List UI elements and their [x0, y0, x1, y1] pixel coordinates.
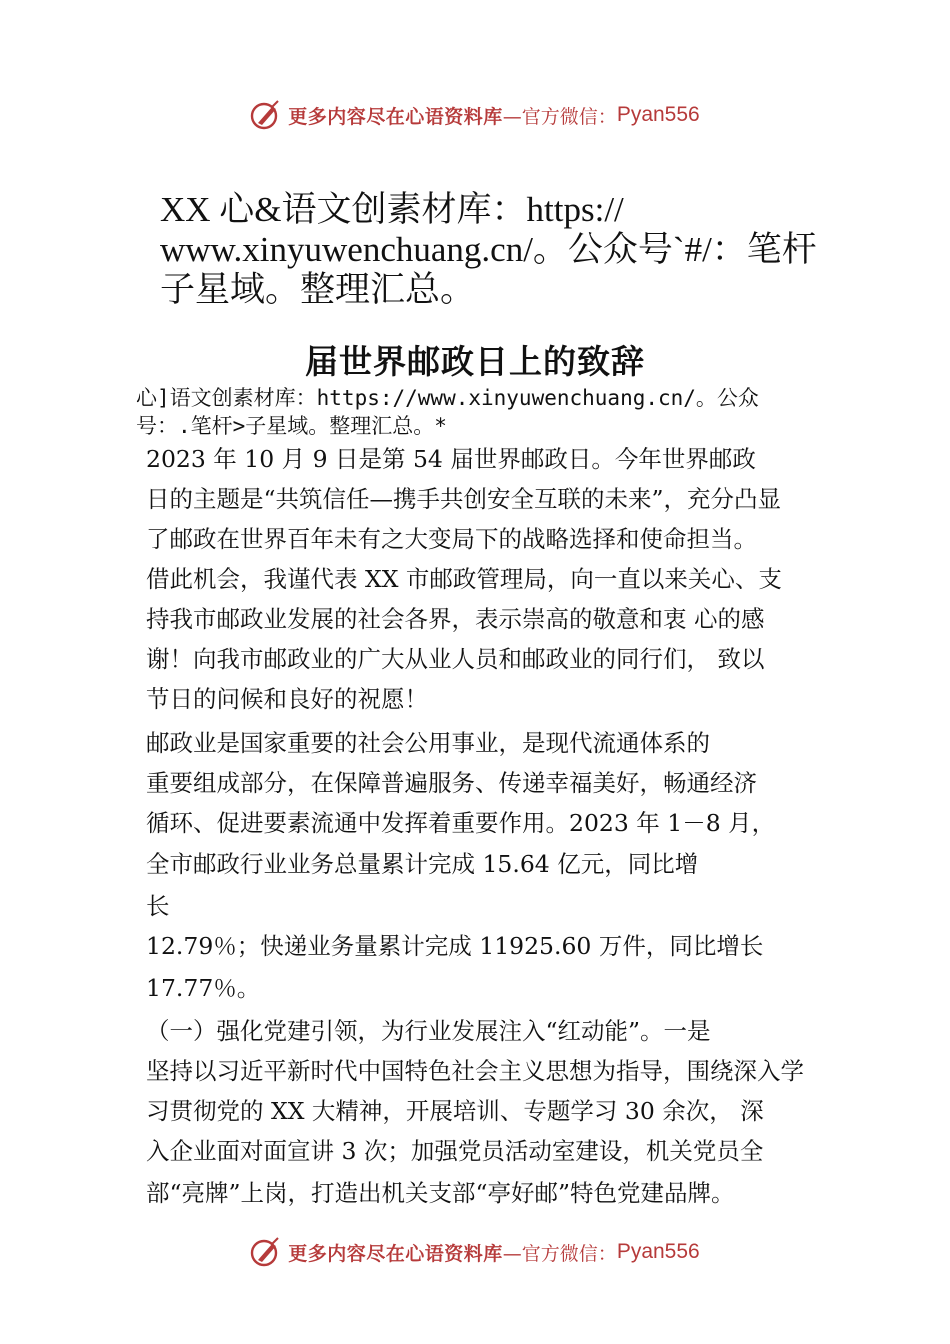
watermark-text: 更多内容尽在心语资料库 — [288, 1242, 503, 1265]
body-line: 部“亮牌”上岗，打造出机关支部“亭好邮”特色党建品牌。 — [146, 1179, 735, 1207]
note-line: 心]语文创素材库：https://www.xinyuwenchuang.cn/。公众 — [136, 386, 759, 410]
body-line: 坚持以习近平新时代中国特色社会主义思想为指导，围绕深入学 — [146, 1057, 804, 1085]
watermark-label: —官方微信： — [502, 105, 617, 128]
body-line: 17.77％。 — [146, 974, 261, 1002]
body-line: 日的主题是“共筑信任—携手共创安全互联的未来”，充分凸显 — [146, 485, 782, 513]
pen-logo-icon — [250, 1236, 282, 1268]
document-title: 届世界邮政日上的致辞 — [305, 342, 645, 381]
header-line: XX 心&语文创素材库：https:// — [160, 190, 624, 229]
body-line: 重要组成部分，在保障普遍服务、传递幸福美好，畅通经济 — [146, 769, 757, 797]
header-line: www.xinyuwenchuang.cn/。公众号`#/：笔杆 — [160, 230, 817, 269]
source-note — [136, 384, 836, 440]
watermark-id: Pyan556 — [616, 103, 700, 126]
body-line: 入企业面对面宣讲 3 次；加强党员活动室建设，机关党员全 — [146, 1137, 764, 1165]
watermark-bottom — [0, 1232, 950, 1272]
watermark-label: —官方微信： — [502, 1242, 617, 1265]
body-line: 邮政业是国家重要的社会公用事业，是现代流通体系的 — [146, 729, 710, 757]
body-line: （一）强化党建引领，为行业发展注入“红动能”。一是 — [146, 1017, 711, 1045]
note-line: 号：.笔杆>子星域。整理汇总。* — [136, 414, 447, 438]
body-line: 12.79％；快递业务量累计完成 11925.60 万件，同比增长 — [146, 932, 764, 960]
body-line: 习贯彻党的 XX 大精神，开展培训、专题学习 30 余次， 深 — [146, 1097, 764, 1125]
source-header — [160, 190, 850, 310]
watermark-text: 更多内容尽在心语资料库 — [288, 105, 503, 128]
body-line: 2023 年 10 月 9 日是第 54 届世界邮政日。今年世界邮政 — [146, 445, 756, 473]
body-line: 全市邮政行业业务总量累计完成 15.64 亿元，同比增 — [146, 850, 699, 878]
pen-logo-icon — [250, 99, 282, 131]
watermark-id: Pyan556 — [616, 1240, 700, 1263]
body-line: 了邮政在世界百年未有之大变局下的战略选择和使命担当。 — [146, 525, 757, 553]
body-line: 谢！向我市邮政业的广大从业人员和邮政业的同行们， 致以 — [146, 645, 765, 673]
body-line: 循环、促进要素流通中发挥着重要作用。2023 年 1－8 月， — [146, 809, 776, 837]
body-line: 持我市邮政业发展的社会各界，表示崇高的敬意和衷 心的感 — [146, 605, 765, 633]
body-line: 节日的问候和良好的祝愿！ — [146, 685, 428, 713]
body-line: 借此机会，我谨代表 XX 市邮政管理局，向一直以来关心、支 — [146, 565, 782, 593]
watermark-top — [0, 95, 950, 135]
header-line: 子星域。整理汇总。 — [160, 270, 476, 309]
body-line: 长 — [146, 892, 170, 920]
